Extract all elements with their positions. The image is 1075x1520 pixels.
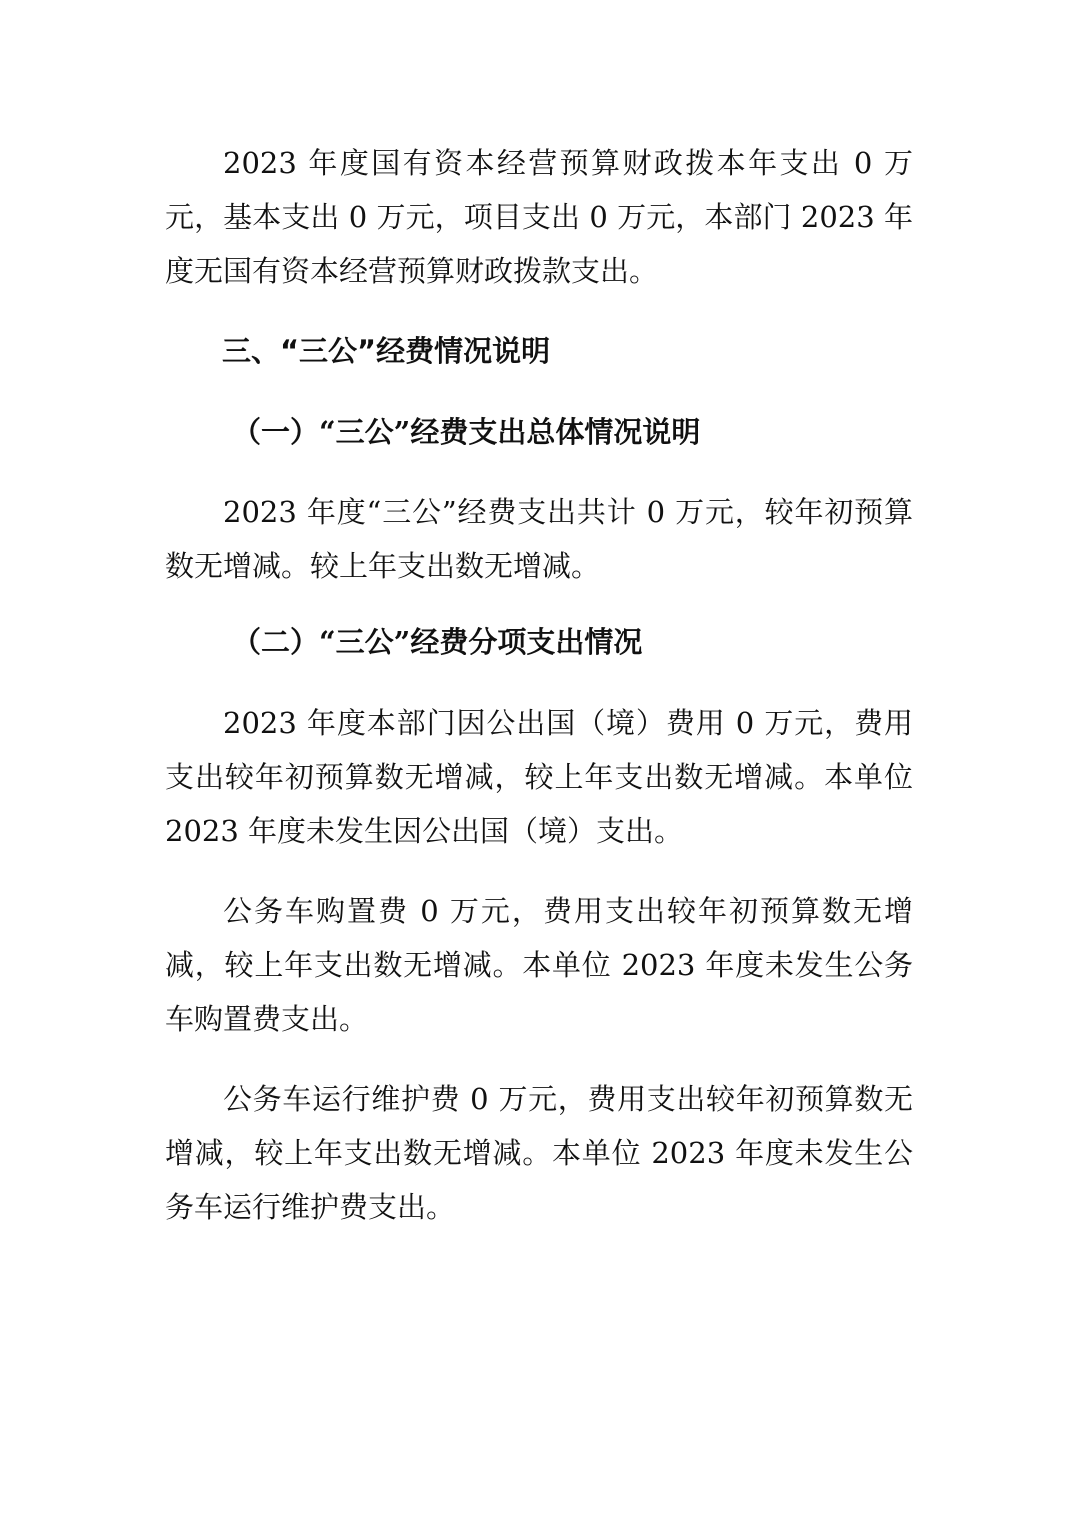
paragraph-vehicle-maintenance: 公务车运行维护费 0 万元，费用支出较年初预算数无增减，较上年支出数无增减。本单位 2023 年度未发生公务车运行维护费支出。 [165, 1082, 913, 1224]
paragraph-overseas-travel: 2023 年度本部门因公出国（境）费用 0 万元，费用支出较年初预算数无增减，较上年支出数无增减。本单位 2023 年度未发生因公出国（境）支出。 [165, 706, 913, 848]
subsection-title-itemized: （二）“三公”经费分项支出情况 [232, 625, 643, 659]
subsection-title-overall: （一）“三公”经费支出总体情况说明 [232, 415, 701, 449]
section-title-three-public-funds: 三、“三公”经费情况说明 [222, 334, 551, 368]
paragraph-overall-expenditure: 2023 年度“三公”经费支出共计 0 万元，较年初预算数无增减。较上年支出数无增减。 [165, 495, 913, 583]
paragraph-vehicle-purchase: 公务车购置费 0 万元，费用支出较年初预算数无增减，较上年支出数无增减。本单位 2023 年度未发生公务车购置费支出。 [165, 894, 913, 1036]
paragraph-state-capital-budget: 2023 年度国有资本经营预算财政拨本年支出 0 万元，基本支出 0 万元，项目支出 0 万元，本部门 2023 年度无国有资本经营预算财政拨款支出。 [165, 146, 913, 288]
